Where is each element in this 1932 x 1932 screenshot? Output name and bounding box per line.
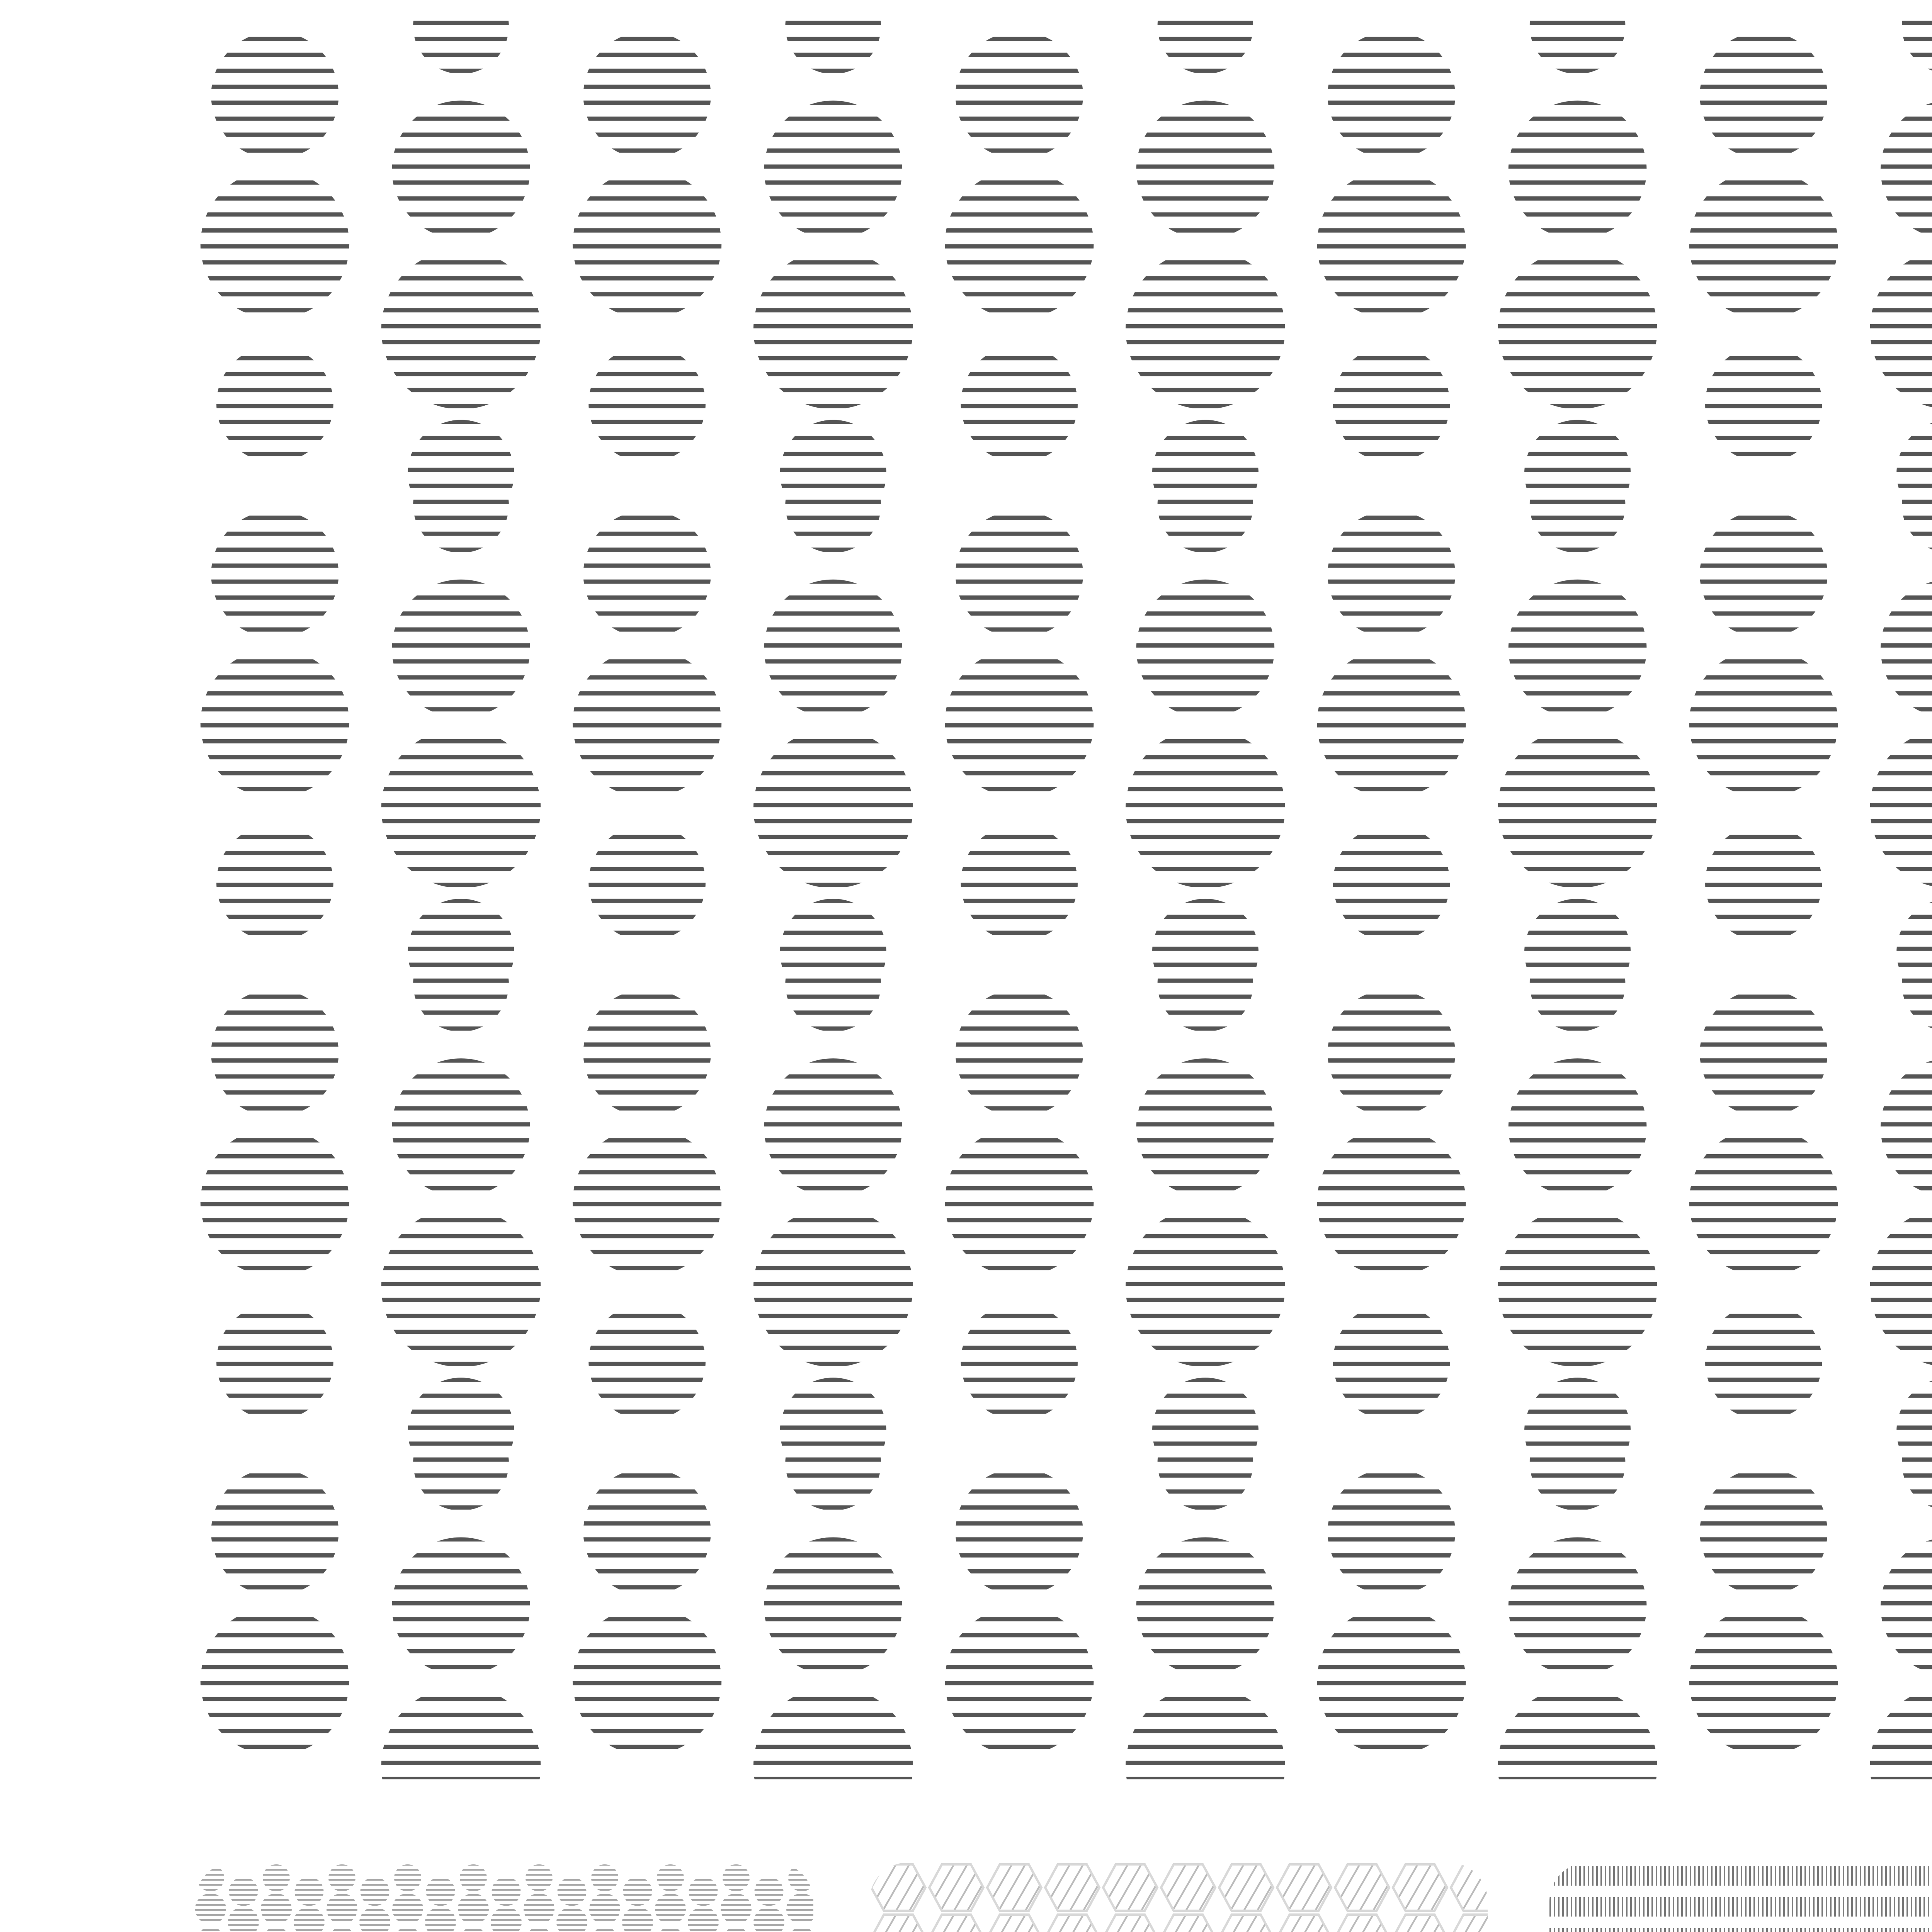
hexagon-swatch-icon	[869, 1862, 1488, 1932]
pattern-preview	[195, 15, 1932, 1779]
striped-circles-pattern-large	[195, 15, 1932, 1779]
pattern-swatch-hatched-bands[interactable]	[1549, 1862, 1932, 1932]
hatched-bands-swatch-icon	[1549, 1862, 1932, 1932]
striped-circles-swatch-icon	[195, 1862, 813, 1932]
pattern-swatch-striped-hexagons[interactable]	[869, 1862, 1488, 1932]
pattern-swatch-striped-circles[interactable]	[195, 1862, 813, 1932]
